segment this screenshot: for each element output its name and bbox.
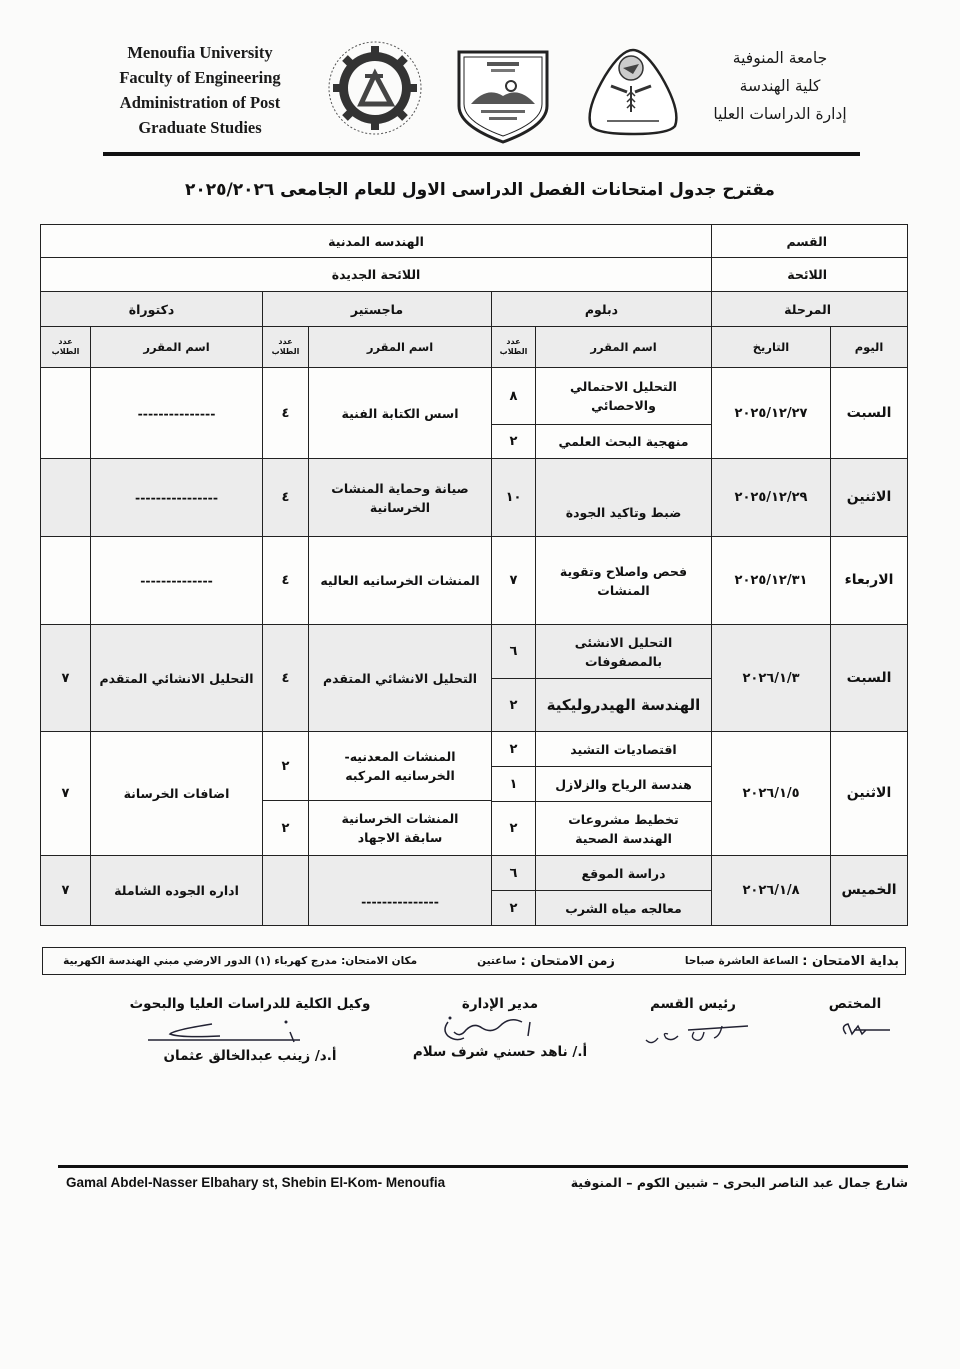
signature-title: وكيل الكلية للدراسات العليا والبحوث bbox=[129, 996, 371, 1012]
row5-master-course-2: المنشات الخرسانية سابقة الاجهاد bbox=[308, 800, 492, 856]
footer-english-address: Gamal Abdel-Nasser Elbahary st, Shebin El-Kom- Menoufia bbox=[66, 1175, 446, 1190]
english-university-name: Menoufia University bbox=[127, 43, 273, 62]
row5-master-count-1: ٢ bbox=[262, 731, 309, 801]
stage-diploma: دبلوم bbox=[491, 291, 712, 327]
exam-info-bar bbox=[42, 947, 906, 975]
row1-master-count: ٤ bbox=[262, 367, 309, 459]
signature-block-admin-director bbox=[400, 996, 600, 1060]
row5-master-course-1: المنشات المعدنيه- الخرسانيه المركبه bbox=[308, 731, 492, 801]
row1-master-course: اسس الكتابة الفنية bbox=[308, 367, 492, 459]
row2-master-course: صيانة وحماية المنشات الخرسانية bbox=[308, 458, 492, 537]
exam-duration-value: ساعتين bbox=[477, 955, 517, 967]
col-header-diploma-count: عدد الطلاب bbox=[491, 326, 536, 368]
stage-master: ماجستير bbox=[262, 291, 492, 327]
row6-diploma-count-1: ٦ bbox=[491, 855, 536, 891]
header-divider bbox=[103, 152, 860, 156]
regulation-value: اللائحة الجديدة bbox=[40, 257, 712, 292]
exam-duration-label: زمن الامتحان : bbox=[520, 953, 615, 969]
row2-master-count: ٤ bbox=[262, 458, 309, 537]
english-letterhead bbox=[90, 40, 310, 140]
arabic-admin-name: إدارة الدراسات العليا bbox=[713, 105, 847, 123]
row6-day: الخميس bbox=[830, 855, 908, 926]
row2-day: الاثنين bbox=[830, 458, 908, 537]
row5-diploma-course-1: اقتصاديات التشيد bbox=[535, 731, 712, 767]
handwritten-signature-icon bbox=[400, 1012, 600, 1044]
row2-date: ٢٠٢٥/١٢/٢٩ bbox=[711, 458, 831, 537]
col-header-date: التاريخ bbox=[711, 326, 831, 368]
row4-doctorate-course: التحليل الانشائي المتقدم bbox=[90, 624, 263, 732]
faculty-engineering-gear-logo-icon bbox=[325, 38, 425, 138]
row3-diploma-course: فحص واصلاح وتقوية المنشات bbox=[535, 536, 712, 625]
signature-title: مدير الإدارة bbox=[461, 996, 539, 1012]
english-admin-line2: Graduate Studies bbox=[138, 118, 262, 137]
arabic-letterhead bbox=[690, 44, 870, 128]
postgraduate-sector-shield-logo-icon bbox=[453, 44, 553, 146]
row4-date: ٢٠٢٦/١/٣ bbox=[711, 624, 831, 732]
row6-doctorate-course: اداره الجوده الشاملة bbox=[90, 855, 263, 926]
row6-diploma-course-2: معالجه مياه الشرب bbox=[535, 890, 712, 926]
col-header-doctorate-course: اسم المقرر bbox=[90, 326, 263, 368]
row5-doctorate-count: ٧ bbox=[40, 731, 91, 856]
exam-location-label: مكان الامتحان: bbox=[341, 955, 418, 967]
row3-doctorate-count bbox=[40, 536, 91, 625]
exam-location-value: مدرج كهرباء (١) الدور الارضي مبني الهندسة الكهربية bbox=[63, 955, 338, 967]
row5-diploma-course-2: هندسة الرياح والزلازل bbox=[535, 766, 712, 802]
row6-date: ٢٠٢٦/١/٨ bbox=[711, 855, 831, 926]
stage-doctorate: دكتوراة bbox=[40, 291, 263, 327]
row4-master-count: ٤ bbox=[262, 624, 309, 732]
stage-label: المرحلة bbox=[711, 291, 908, 327]
arabic-faculty-name: كلية الهندسة bbox=[739, 77, 821, 95]
arabic-university-name: جامعة المنوفية bbox=[732, 49, 828, 67]
signature-name: أ.د/ زينب عبدالخالق عثمان bbox=[163, 1048, 337, 1064]
col-header-diploma-course: اسم المقرر bbox=[535, 326, 712, 368]
row5-diploma-count-2: ١ bbox=[491, 766, 536, 802]
col-header-day: اليوم bbox=[830, 326, 908, 368]
row4-doctorate-count: ٧ bbox=[40, 624, 91, 732]
row1-doctorate-count bbox=[40, 367, 91, 459]
row2-doctorate-course: ---------------- bbox=[90, 458, 263, 537]
row4-diploma-course-2: الهندسة الهيدروليكية bbox=[535, 678, 712, 732]
signature-title: رئيس القسم bbox=[650, 996, 736, 1012]
exam-start-value: الساعة العاشرة صباحا bbox=[684, 955, 799, 967]
row2-diploma-course: ضبط وتاكيد الجودة bbox=[535, 458, 712, 537]
row6-doctorate-count: ٧ bbox=[40, 855, 91, 926]
signature-block-department-head bbox=[618, 996, 768, 1056]
handwritten-signature-icon bbox=[100, 1012, 400, 1044]
signature-block-vice-dean bbox=[100, 996, 400, 1064]
row1-diploma-course-1: التحليل الاحتمالي والاحصائي bbox=[535, 367, 712, 425]
handwritten-signature-icon bbox=[618, 1012, 768, 1052]
page-title: مقترح جدول امتحانات الفصل الدراسى الاول للعام الجامعى ٢٠٢٥/٢٠٢٦ bbox=[185, 180, 775, 200]
col-header-master-course: اسم المقرر bbox=[308, 326, 492, 368]
row5-diploma-count-3: ٢ bbox=[491, 801, 536, 856]
department-value: الهندسه المدنية bbox=[40, 224, 712, 258]
row1-date: ٢٠٢٥/١٢/٢٧ bbox=[711, 367, 831, 459]
row3-diploma-count: ٧ bbox=[491, 536, 536, 625]
row4-diploma-count-2: ٢ bbox=[491, 678, 536, 732]
row5-master-count-2: ٢ bbox=[262, 800, 309, 856]
row6-master-course: --------------- bbox=[308, 855, 492, 926]
row4-diploma-count-1: ٦ bbox=[491, 624, 536, 679]
col-header-doctorate-count: عدد الطلاب bbox=[40, 326, 91, 368]
handwritten-signature-icon bbox=[810, 1012, 900, 1042]
row2-diploma-count: ١٠ bbox=[491, 458, 536, 537]
row6-diploma-course-1: دراسة الموقع bbox=[535, 855, 712, 891]
row5-day: الاثنين bbox=[830, 731, 908, 856]
row1-diploma-course-2: منهجية البحث العلمي bbox=[535, 424, 712, 459]
regulation-label: اللائحة bbox=[711, 257, 908, 292]
row6-diploma-count-2: ٢ bbox=[491, 890, 536, 926]
row2-doctorate-count bbox=[40, 458, 91, 537]
row4-master-course: التحليل الانشائي المتقدم bbox=[308, 624, 492, 732]
row1-diploma-count-2: ٢ bbox=[491, 424, 536, 459]
menoufia-university-logo-icon bbox=[583, 46, 683, 138]
row3-master-course: المنشات الخرسانيه العاليه bbox=[308, 536, 492, 625]
english-faculty-name: Faculty of Engineering bbox=[119, 68, 281, 87]
footer-divider bbox=[58, 1165, 908, 1168]
exam-schedule-table bbox=[40, 224, 908, 926]
signature-block-specialist bbox=[810, 996, 900, 1046]
row5-diploma-course-3: تخطيط مشروعات الهندسة الصحية bbox=[535, 801, 712, 856]
row5-doctorate-course: اضافات الخرسانة bbox=[90, 731, 263, 856]
row4-day: السبت bbox=[830, 624, 908, 732]
signature-name: أ./ ناهد حسني شرف سلام bbox=[412, 1044, 588, 1060]
row3-doctorate-course: -------------- bbox=[90, 536, 263, 625]
col-header-master-count: عدد الطلاب bbox=[262, 326, 309, 368]
row4-diploma-course-1: التحليل الانشئى بالمصفوفات bbox=[535, 624, 712, 679]
row5-date: ٢٠٢٦/١/٥ bbox=[711, 731, 831, 856]
row3-master-count: ٤ bbox=[262, 536, 309, 625]
exam-start-label: بداية الامتحان : bbox=[802, 953, 899, 969]
row5-diploma-count-1: ٢ bbox=[491, 731, 536, 767]
signature-title: المختص bbox=[828, 996, 882, 1012]
english-admin-line1: Administration of Post bbox=[119, 93, 281, 112]
row1-day: السبت bbox=[830, 367, 908, 459]
row3-date: ٢٠٢٥/١٢/٣١ bbox=[711, 536, 831, 625]
row6-master-count bbox=[262, 855, 309, 926]
row3-day: الاربعاء bbox=[830, 536, 908, 625]
row1-doctorate-course: --------------- bbox=[90, 367, 263, 459]
row1-diploma-count-1: ٨ bbox=[491, 367, 536, 425]
footer-arabic-address: شارع جمال عبد الناصر البحرى – شبين الكوم – المنوفية bbox=[570, 1175, 908, 1190]
department-label: القسم bbox=[711, 224, 908, 258]
